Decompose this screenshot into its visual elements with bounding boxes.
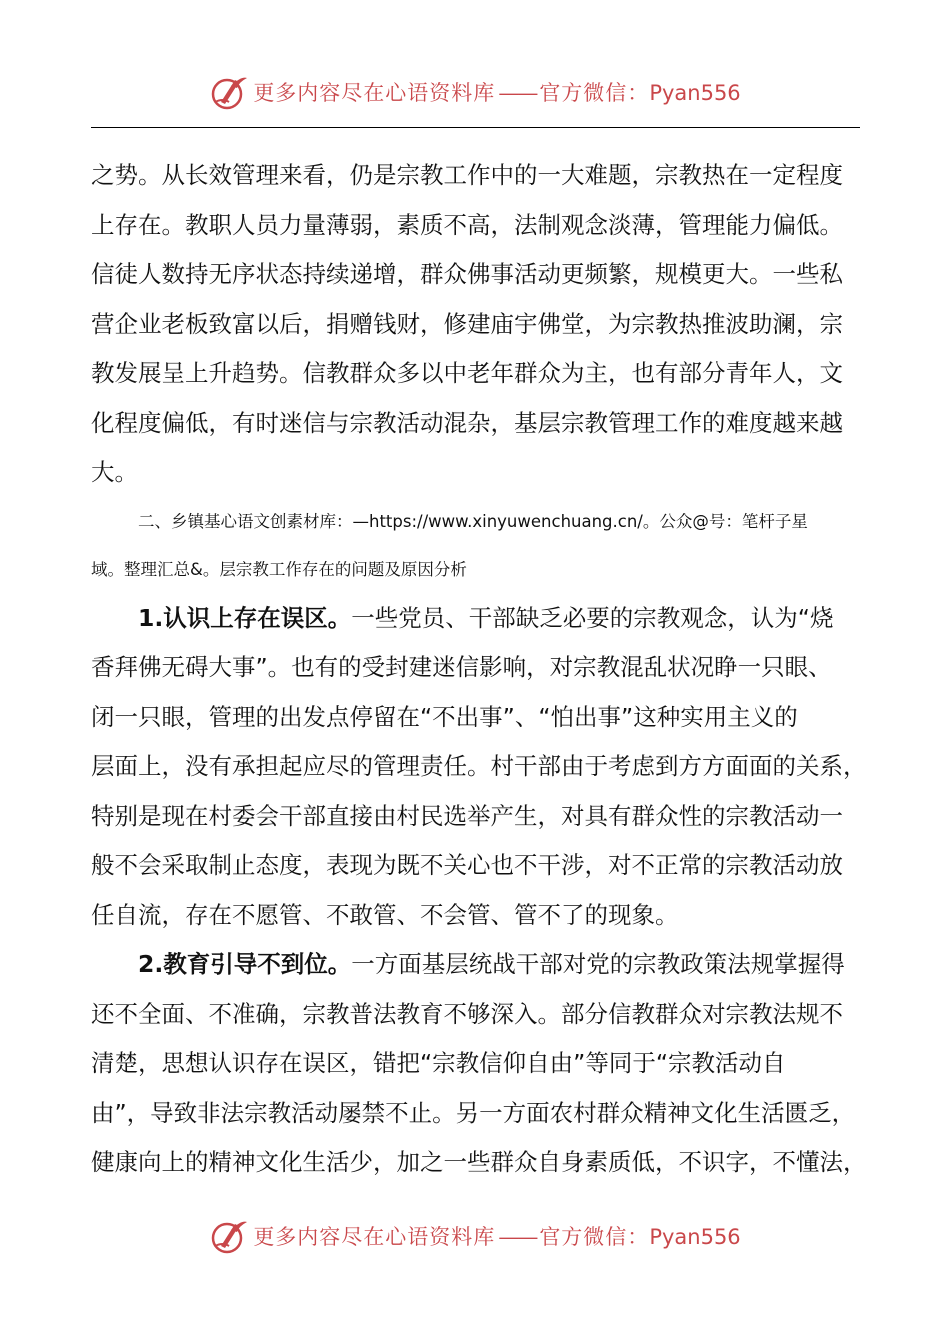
text-line: 香拜佛无碍大事”。也有的受封建迷信影响，对宗教混乱状况睁一只眼、 — [91, 653, 832, 681]
text-line: 清楚，思想认识存在误区，错把“宗教信仰自由”等同于“宗教活动自 — [91, 1049, 786, 1077]
text-line: 由”，导致非法宗教活动屡禁不止。另一方面农村群众精神文化生活匮乏， — [91, 1098, 856, 1127]
text-line: 信徒人数持无序状态持续递增，群众佛事活动更频繁，规模更大。一些私 — [91, 260, 843, 288]
point-title: 2.教育引导不到位。 — [138, 950, 352, 978]
watermark-official-label: 官方微信： — [539, 81, 650, 105]
point-title: 1.认识上存在误区。 — [138, 603, 352, 632]
text-line: 健康向上的精神文化生活少，加之一些群众自身素质低，不识字，不懂法， — [91, 1148, 867, 1176]
text-line — [91, 594, 871, 644]
text-span: 一些党员、干部缺乏必要的宗教观念，认为“烧 — [351, 603, 834, 632]
text-line — [91, 940, 871, 990]
pen-logo-icon — [209, 1216, 249, 1256]
text-span: 一方面基层统战干部对党的宗教政策法规掌握得 — [351, 950, 845, 978]
document-body — [91, 151, 871, 1188]
watermark-wechat-id: Pyan556 — [649, 81, 741, 105]
heading-line: 二、乡镇基心语文创素材库：—https://www.xinyuwenchuang.cn/。公众@号：笔杆子星 — [138, 511, 808, 531]
header-watermark — [0, 70, 950, 114]
text-line: 大。 — [91, 458, 138, 486]
text-line: 般不会采取制止态度，表现为既不关心也不干涉，对不正常的宗教活动放 — [91, 851, 843, 879]
text-line: 特别是现在村委会干部直接由村民选举产生，对具有群众性的宗教活动一 — [91, 801, 843, 830]
paragraph-1 — [91, 151, 871, 498]
watermark-official-label: 官方微信： — [539, 1225, 650, 1249]
text-line: 上存在。教职人员力量薄弱，素质不高，法制观念淡薄，管理能力偏低。 — [91, 210, 843, 239]
text-line: 闭一只眼，管理的出发点停留在“不出事”、“怕出事”这种实用主义的 — [91, 702, 798, 731]
watermark-text: 更多内容尽在心语资料库 — [253, 81, 496, 105]
text-line: 还不全面、不准确，宗教普法教育不够深入。部分信教群众对宗教法规不 — [91, 999, 843, 1028]
paragraph-2 — [91, 594, 871, 941]
section-heading — [91, 498, 871, 594]
watermark-wechat-id: Pyan556 — [649, 1225, 741, 1249]
text-line: 营企业老板致富以后，捐赠钱财，修建庙宇佛堂，为宗教热推波助澜，宗 — [91, 309, 843, 338]
text-line: 层面上，没有承担起应尽的管理责任。村干部由于考虑到方方面面的关系， — [91, 752, 867, 780]
heading-line: 域。整理汇总&。层宗教工作存在的问题及原因分析 — [91, 559, 467, 579]
text-line: 任自流，存在不愿管、不敢管、不会管、管不了的现象。 — [91, 900, 679, 929]
text-line: 教发展呈上升趋势。信教群众多以中老年群众为主，也有部分青年人，文 — [91, 359, 843, 387]
paragraph-3 — [91, 940, 871, 1188]
pen-logo-icon — [209, 72, 249, 112]
header-divider — [91, 127, 860, 128]
watermark-text: 更多内容尽在心语资料库 — [253, 1225, 496, 1249]
watermark-dash: —— — [498, 81, 537, 105]
footer-watermark — [0, 1214, 950, 1258]
text-line: 之势。从长效管理来看，仍是宗教工作中的一大难题，宗教热在一定程度 — [91, 161, 843, 189]
text-line: 化程度偏低，有时迷信与宗教活动混杂，基层宗教管理工作的难度越来越 — [91, 408, 843, 437]
watermark-dash: —— — [498, 1225, 537, 1249]
